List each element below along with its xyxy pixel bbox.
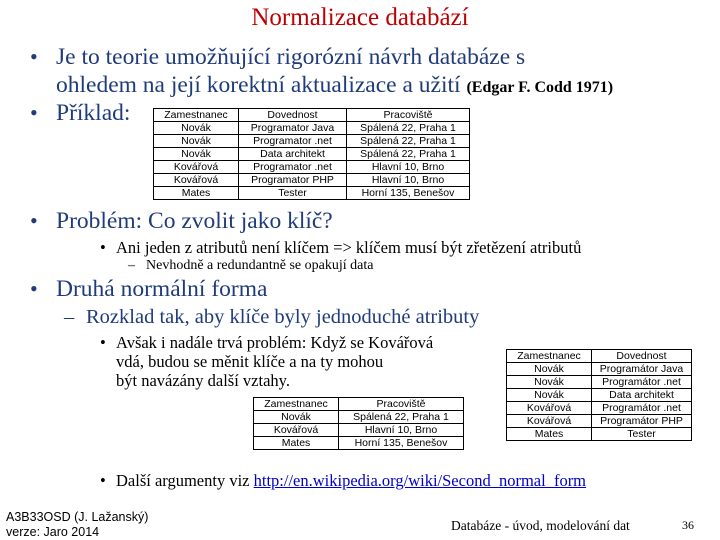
bullet-definition-text: ohledem na její korektní aktualizace a užití bbox=[56, 72, 461, 98]
table-row bbox=[254, 411, 464, 424]
column-header: Pracoviště bbox=[347, 109, 470, 122]
sub-bullet-marker: • bbox=[100, 238, 106, 257]
table-cell: Horní 135, Benešov bbox=[339, 437, 464, 450]
table-cell: Kovářová bbox=[507, 415, 592, 428]
table-cell: Tester bbox=[239, 187, 347, 200]
table-cell: Spálená 22, Praha 1 bbox=[347, 122, 470, 135]
table-cell: Programator .net bbox=[239, 161, 347, 174]
bullet-marker: • bbox=[30, 44, 38, 69]
table-cell: Programator PHP bbox=[239, 174, 347, 187]
table-row bbox=[507, 363, 692, 376]
table-row bbox=[154, 148, 470, 161]
sub-bullet-problem-line3: být navázány další vztahy. bbox=[116, 371, 290, 390]
sub-bullet-decomposition: Rozklad tak, aby klíče byly jednoduché atributy bbox=[86, 306, 480, 328]
table-cell: Novák bbox=[154, 122, 239, 135]
sub-sub-bullet-marker: – bbox=[128, 258, 135, 273]
table-row bbox=[154, 135, 470, 148]
sub-bullet-marker: • bbox=[100, 333, 106, 352]
table-full-relation bbox=[153, 108, 470, 200]
table-cell: Novák bbox=[154, 148, 239, 161]
table-row bbox=[507, 428, 692, 441]
table-row bbox=[154, 122, 470, 135]
footer-version: verze: Jaro 2014 bbox=[6, 525, 100, 539]
table-cell: Hlavní 10, Brno bbox=[339, 424, 464, 437]
table-row bbox=[507, 376, 692, 389]
table-cell: Novák bbox=[154, 135, 239, 148]
sub-bullet-problem-line1: Avšak i nadále trvá problém: Když se Kovářová bbox=[116, 333, 434, 352]
bullet-definition-line2 bbox=[56, 72, 613, 99]
table-row bbox=[507, 402, 692, 415]
footer-course-name: A3B33OSD (J. Lažanský) bbox=[6, 510, 149, 524]
table-row bbox=[154, 161, 470, 174]
table-cell: Kovářová bbox=[154, 174, 239, 187]
table-header-row bbox=[254, 398, 464, 411]
page-number: 36 bbox=[682, 518, 694, 532]
table-cell: Tester bbox=[592, 428, 692, 441]
wikipedia-link[interactable]: http://en.wikipedia.org/wiki/Second_normal_form bbox=[253, 471, 587, 490]
sub-bullet-marker: • bbox=[100, 471, 106, 490]
slide-title: Normalizace databází bbox=[251, 4, 469, 31]
more-arguments-text: Další argumenty viz bbox=[116, 471, 250, 490]
table-cell: Data architekt bbox=[592, 389, 692, 402]
column-header: Zamestnanec bbox=[154, 109, 239, 122]
table-employee-workplace bbox=[253, 397, 464, 450]
table-employee-skills bbox=[506, 349, 692, 441]
table-header-row bbox=[154, 109, 470, 122]
bullet-marker: • bbox=[30, 208, 38, 233]
table-row bbox=[507, 415, 692, 428]
table-cell: Programator Java bbox=[239, 122, 347, 135]
footer-course bbox=[6, 510, 148, 540]
table-cell: Kovářová bbox=[507, 402, 592, 415]
table-cell: Spálená 22, Praha 1 bbox=[347, 135, 470, 148]
column-header: Zamestnanec bbox=[254, 398, 339, 411]
dash-marker: – bbox=[64, 306, 75, 328]
table-cell: Novák bbox=[507, 389, 592, 402]
citation: (Edgar F. Codd 1971) bbox=[466, 79, 614, 96]
sub-bullet-problem-line2: vdá, budou se měnit klíče a na ty mohou bbox=[116, 352, 384, 371]
table-cell: Spálená 22, Praha 1 bbox=[339, 411, 464, 424]
column-header: Zamestnanec bbox=[507, 350, 592, 363]
table-row bbox=[154, 174, 470, 187]
table-cell: Spálená 22, Praha 1 bbox=[347, 148, 470, 161]
table-row bbox=[507, 389, 692, 402]
bullet-definition-line1: Je to teorie umožňující rigorózní návrh databáze s bbox=[56, 44, 526, 70]
table-header-row bbox=[507, 350, 692, 363]
table-cell: Novák bbox=[254, 411, 339, 424]
table-cell: Data architekt bbox=[239, 148, 347, 161]
bullet-marker: • bbox=[30, 100, 38, 125]
table-cell: Mates bbox=[507, 428, 592, 441]
table-cell: Kovářová bbox=[154, 161, 239, 174]
table-cell: Programátor .net bbox=[592, 376, 692, 389]
table-cell: Mates bbox=[154, 187, 239, 200]
column-header: Dovednost bbox=[592, 350, 692, 363]
bullet-problem: Problém: Co zvolit jako klíč? bbox=[56, 208, 333, 234]
table-cell: Programátor .net bbox=[592, 402, 692, 415]
bullet-second-normal-form: Druhá normální forma bbox=[56, 276, 268, 302]
table-row bbox=[154, 187, 470, 200]
table-cell: Programátor PHP bbox=[592, 415, 692, 428]
table-cell: Horní 135, Benešov bbox=[347, 187, 470, 200]
bullet-example: Příklad: bbox=[56, 100, 131, 126]
bullet-marker: • bbox=[30, 276, 38, 301]
table-row bbox=[254, 424, 464, 437]
footer-topic: Databáze - úvod, modelování dat bbox=[451, 518, 630, 533]
table-cell: Mates bbox=[254, 437, 339, 450]
table-cell: Programátor Java bbox=[592, 363, 692, 376]
sub-bullet-key: Ani jeden z atributů není klíčem => klíčem musí být zřetězení atributů bbox=[116, 238, 582, 257]
table-cell: Hlavní 10, Brno bbox=[347, 161, 470, 174]
table-cell: Novák bbox=[507, 376, 592, 389]
sub-bullet-more-arguments bbox=[116, 471, 586, 490]
table-cell: Novák bbox=[507, 363, 592, 376]
sub-sub-bullet-redundancy: Nevhodně a redundantně se opakují data bbox=[146, 258, 374, 273]
table-cell: Programator .net bbox=[239, 135, 347, 148]
column-header: Pracoviště bbox=[339, 398, 464, 411]
column-header: Dovednost bbox=[239, 109, 347, 122]
table-cell: Hlavní 10, Brno bbox=[347, 174, 470, 187]
table-cell: Kovářová bbox=[254, 424, 339, 437]
table-row bbox=[254, 437, 464, 450]
